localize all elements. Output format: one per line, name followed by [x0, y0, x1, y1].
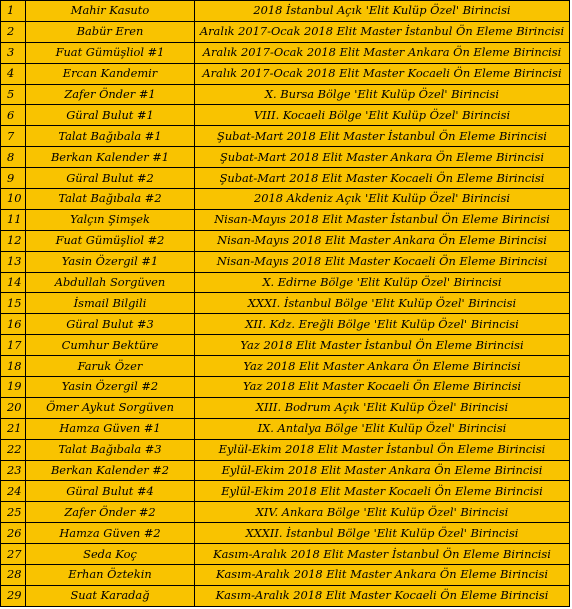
row-number-cell: 12 — [1, 230, 26, 251]
winner-name-cell: Güral Bulut #1 — [26, 105, 195, 126]
table-row — [1, 523, 570, 544]
tournament-title-cell: Aralık 2017-Ocak 2018 Elit Master Ankara Ön Eleme Birincisi — [195, 42, 570, 63]
row-number-cell: 8 — [1, 147, 26, 168]
tournament-title-cell: Kasım-Aralık 2018 Elit Master Kocaeli Ön Eleme Birincisi — [195, 585, 570, 606]
winner-name-cell: Hamza Güven #2 — [26, 523, 195, 544]
row-number-cell: 25 — [1, 502, 26, 523]
table-row — [1, 251, 570, 272]
tournament-title-cell: XIII. Bodrum Açık 'Elit Kulüp Özel' Birincisi — [195, 397, 570, 418]
row-number-cell: 14 — [1, 272, 26, 293]
winner-name-cell: Babür Eren — [26, 21, 195, 42]
tournament-title-cell: VIII. Kocaeli Bölge 'Elit Kulüp Özel' Birincisi — [195, 105, 570, 126]
winner-name-cell: Suat Karadağ — [26, 585, 195, 606]
table-row — [1, 356, 570, 377]
table-row — [1, 565, 570, 586]
tournament-title-cell: X. Edirne Bölge 'Elit Kulüp Özel' Birincisi — [195, 272, 570, 293]
tournament-title-cell: Aralık 2017-Ocak 2018 Elit Master İstanbul Ön Eleme Birincisi — [195, 21, 570, 42]
row-number-cell: 13 — [1, 251, 26, 272]
table-row — [1, 481, 570, 502]
tournament-title-cell: IX. Antalya Bölge 'Elit Kulüp Özel' Birincisi — [195, 418, 570, 439]
winner-name-cell: Güral Bulut #4 — [26, 481, 195, 502]
row-number-cell: 3 — [1, 42, 26, 63]
table-row — [1, 168, 570, 189]
table-row — [1, 42, 570, 63]
winner-name-cell: Güral Bulut #3 — [26, 314, 195, 335]
table-row — [1, 460, 570, 481]
row-number-cell: 11 — [1, 209, 26, 230]
tournament-title-cell: 2018 İstanbul Açık 'Elit Kulüp Özel' Birincisi — [195, 1, 570, 22]
table-row — [1, 209, 570, 230]
row-number-cell: 22 — [1, 439, 26, 460]
tournament-title-cell: 2018 Akdeniz Açık 'Elit Kulüp Özel' Birincisi — [195, 189, 570, 210]
winner-name-cell: Erhan Öztekin — [26, 565, 195, 586]
tournament-title-cell: XXXI. İstanbul Bölge 'Elit Kulüp Özel' Birincisi — [195, 293, 570, 314]
winner-name-cell: Berkan Kalender #2 — [26, 460, 195, 481]
winner-name-cell: Faruk Özer — [26, 356, 195, 377]
row-number-cell: 16 — [1, 314, 26, 335]
table-row — [1, 397, 570, 418]
winner-name-cell: Cumhur Bektüre — [26, 335, 195, 356]
winner-name-cell: Güral Bulut #2 — [26, 168, 195, 189]
winner-name-cell: Yasin Özergil #1 — [26, 251, 195, 272]
table-row — [1, 1, 570, 22]
winner-name-cell: Fuat Gümüşliol #1 — [26, 42, 195, 63]
tournament-title-cell: Nisan-Mayıs 2018 Elit Master Ankara Ön Eleme Birincisi — [195, 230, 570, 251]
tournament-title-cell: Eylül-Ekim 2018 Elit Master İstanbul Ön Eleme Birincisi — [195, 439, 570, 460]
table-row — [1, 147, 570, 168]
tournament-title-cell: Yaz 2018 Elit Master Kocaeli Ön Eleme Birincisi — [195, 377, 570, 398]
table-row — [1, 21, 570, 42]
tournament-title-cell: Yaz 2018 Elit Master İstanbul Ön Eleme Birincisi — [195, 335, 570, 356]
row-number-cell: 10 — [1, 189, 26, 210]
row-number-cell: 1 — [1, 1, 26, 22]
table-row — [1, 126, 570, 147]
winner-name-cell: Zafer Önder #2 — [26, 502, 195, 523]
tournament-title-cell: Şubat-Mart 2018 Elit Master İstanbul Ön Eleme Birincisi — [195, 126, 570, 147]
table-row — [1, 314, 570, 335]
table-row — [1, 335, 570, 356]
winner-name-cell: Talat Bağıbala #2 — [26, 189, 195, 210]
table-row — [1, 230, 570, 251]
table-row — [1, 544, 570, 565]
table-row — [1, 439, 570, 460]
tournament-title-cell: XXXII. İstanbul Bölge 'Elit Kulüp Özel' Birincisi — [195, 523, 570, 544]
row-number-cell: 15 — [1, 293, 26, 314]
winner-name-cell: Yalçın Şimşek — [26, 209, 195, 230]
tournament-title-cell: Nisan-Mayıs 2018 Elit Master Kocaeli Ön Eleme Birincisi — [195, 251, 570, 272]
table-row — [1, 272, 570, 293]
row-number-cell: 28 — [1, 565, 26, 586]
row-number-cell: 18 — [1, 356, 26, 377]
winner-name-cell: Hamza Güven #1 — [26, 418, 195, 439]
table-row — [1, 189, 570, 210]
row-number-cell: 7 — [1, 126, 26, 147]
row-number-cell: 23 — [1, 460, 26, 481]
tournament-title-cell: Eylül-Ekim 2018 Elit Master Ankara Ön Eleme Birincisi — [195, 460, 570, 481]
tournament-title-cell: Nisan-Mayıs 2018 Elit Master İstanbul Ön Eleme Birincisi — [195, 209, 570, 230]
table-row — [1, 377, 570, 398]
winner-name-cell: Talat Bağıbala #3 — [26, 439, 195, 460]
table-row — [1, 502, 570, 523]
table-row — [1, 418, 570, 439]
row-number-cell: 17 — [1, 335, 26, 356]
tournament-title-cell: XIV. Ankara Bölge 'Elit Kulüp Özel' Birincisi — [195, 502, 570, 523]
winner-name-cell: Seda Koç — [26, 544, 195, 565]
table-row — [1, 84, 570, 105]
winner-name-cell: Ercan Kandemir — [26, 63, 195, 84]
tournament-title-cell: Kasım-Aralık 2018 Elit Master Ankara Ön Eleme Birincisi — [195, 565, 570, 586]
tournament-title-cell: Eylül-Ekim 2018 Elit Master Kocaeli Ön Eleme Birincisi — [195, 481, 570, 502]
table-row — [1, 293, 570, 314]
row-number-cell: 21 — [1, 418, 26, 439]
tournament-title-cell: Aralık 2017-Ocak 2018 Elit Master Kocaeli Ön Eleme Birincisi — [195, 63, 570, 84]
winner-name-cell: Abdullah Sorgüven — [26, 272, 195, 293]
row-number-cell: 29 — [1, 585, 26, 606]
tournament-title-cell: Yaz 2018 Elit Master Ankara Ön Eleme Birincisi — [195, 356, 570, 377]
winner-name-cell: Talat Bağıbala #1 — [26, 126, 195, 147]
table-row — [1, 63, 570, 84]
row-number-cell: 27 — [1, 544, 26, 565]
row-number-cell: 19 — [1, 377, 26, 398]
table-row — [1, 105, 570, 126]
row-number-cell: 26 — [1, 523, 26, 544]
table-body — [1, 1, 570, 607]
tournament-title-cell: X. Bursa Bölge 'Elit Kulüp Özel' Birincisi — [195, 84, 570, 105]
winner-name-cell: Berkan Kalender #1 — [26, 147, 195, 168]
row-number-cell: 2 — [1, 21, 26, 42]
row-number-cell: 9 — [1, 168, 26, 189]
tournament-title-cell: Kasım-Aralık 2018 Elit Master İstanbul Ön Eleme Birincisi — [195, 544, 570, 565]
winner-name-cell: Zafer Önder #1 — [26, 84, 195, 105]
tournament-title-cell: XII. Kdz. Ereğli Bölge 'Elit Kulüp Özel' Birincisi — [195, 314, 570, 335]
winner-name-cell: Yasin Özergil #2 — [26, 377, 195, 398]
row-number-cell: 6 — [1, 105, 26, 126]
row-number-cell: 4 — [1, 63, 26, 84]
table-row — [1, 585, 570, 606]
row-number-cell: 5 — [1, 84, 26, 105]
row-number-cell: 24 — [1, 481, 26, 502]
tournament-title-cell: Şubat-Mart 2018 Elit Master Ankara Ön Eleme Birincisi — [195, 147, 570, 168]
winner-name-cell: Fuat Gümüşliol #2 — [26, 230, 195, 251]
winner-name-cell: Mahir Kasuto — [26, 1, 195, 22]
row-number-cell: 20 — [1, 397, 26, 418]
winner-name-cell: İsmail Bilgili — [26, 293, 195, 314]
tournament-title-cell: Şubat-Mart 2018 Elit Master Kocaeli Ön Eleme Birincisi — [195, 168, 570, 189]
winner-name-cell: Ömer Aykut Sorgüven — [26, 397, 195, 418]
